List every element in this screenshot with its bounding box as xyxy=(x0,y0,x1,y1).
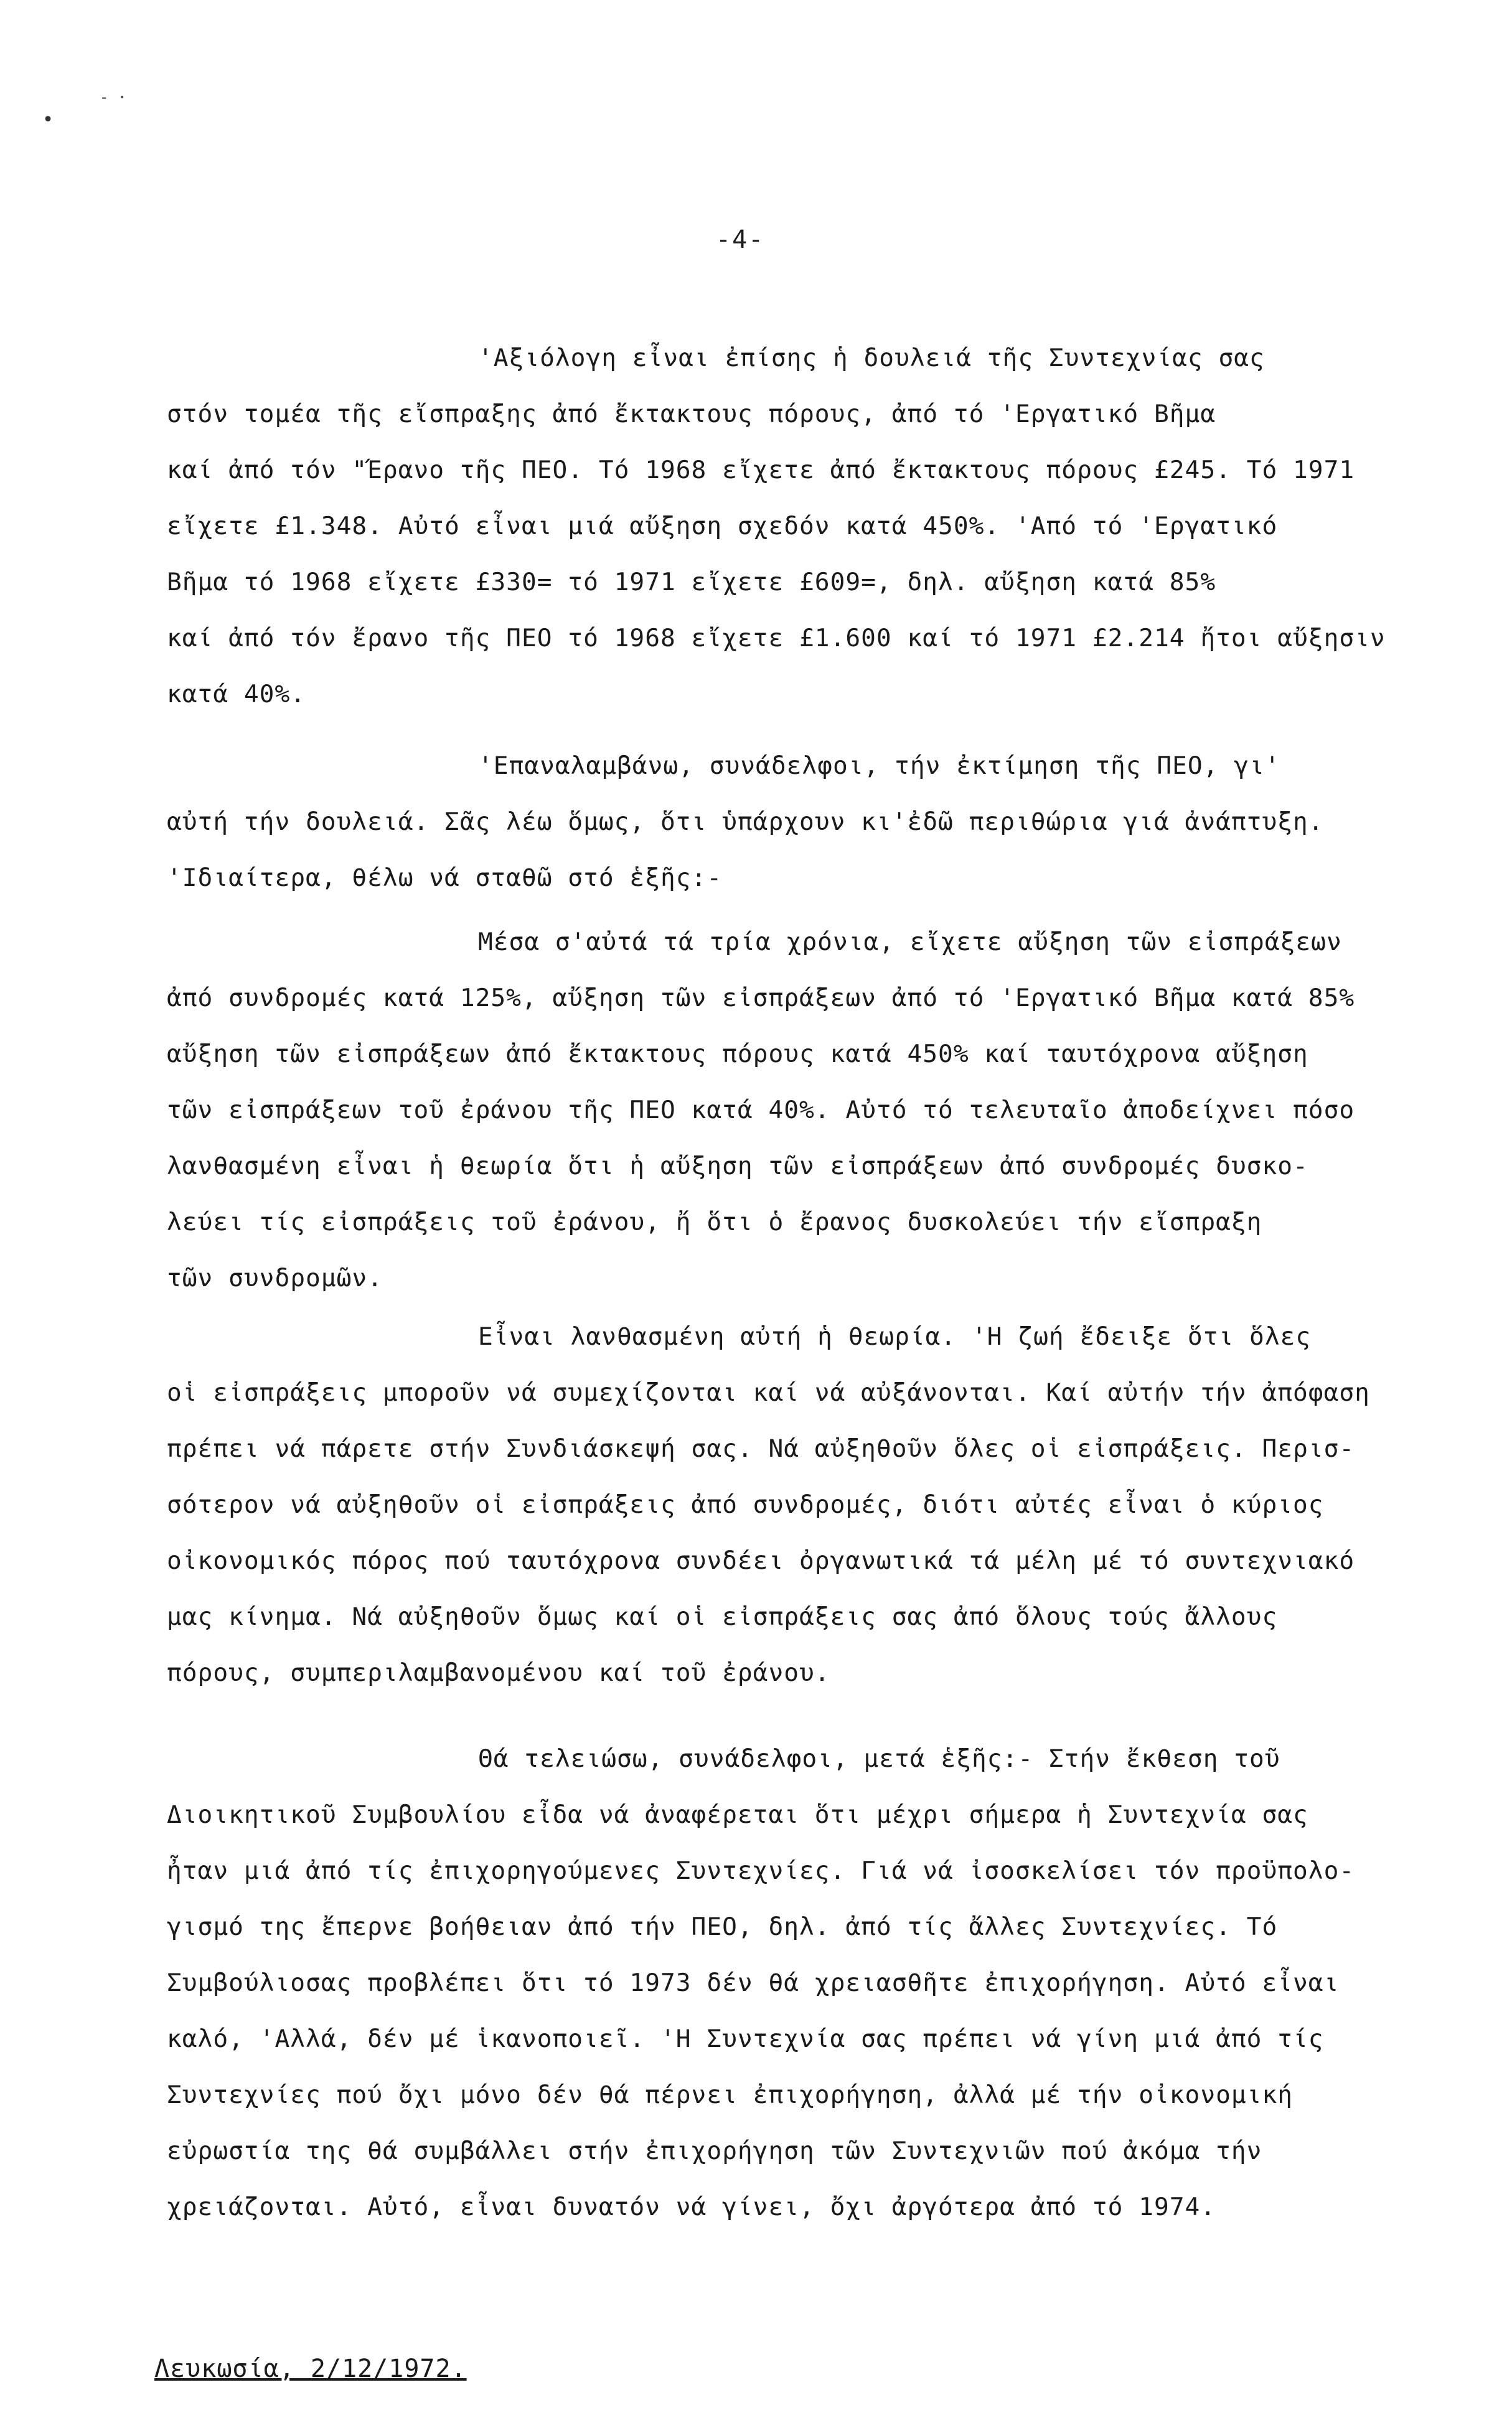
text-line: αὐτή τήν δουλειά. Σᾶς λέω ὅμως, ὅτι ὑπάρχουν κι'ἐδῶ περιθώρια γιά ἀνάπτυξη. xyxy=(167,807,1324,836)
text-line: αὔξηση τῶν εἰσπράξεων ἀπό ἔκτακτους πόρους κατά 450% καί ταυτόχρονα αὔξηση xyxy=(167,1040,1308,1068)
text-line: γισμό της ἔπερνε βοήθειαν ἀπό τήν ΠΕΟ, δηλ. ἀπό τίς ἄλλες Συντεχνίες. Τό xyxy=(167,1913,1278,1941)
text-line: πόρους, συμπεριλαμβανομένου καί τοῦ ἐράνου. xyxy=(167,1658,830,1687)
text-line: καί ἀπό τόν "Έρανο τῆς ΠΕΟ. Τό 1968 εἴχετε ἀπό ἔκτακτους πόρους £245. Τό 1971 xyxy=(167,456,1355,484)
text-line: εὐρωστία της θά συμβάλλει στήν ἐπιχορήγηση τῶν Συντεχνιῶν πού ἀκόμα τήν xyxy=(167,2137,1262,2165)
text-line: μας κίνημα. Νά αὐξηθοῦν ὅμως καί οἱ εἰσπράξεις σας ἀπό ὅλους τούς ἄλλους xyxy=(167,1602,1278,1631)
paragraph-2 xyxy=(167,738,1406,906)
page-number: -4- xyxy=(716,225,765,254)
text-line: Βῆμα τό 1968 εἴχετε £330= τό 1971 εἴχετε £609=, δηλ. αὔξηση κατά 85% xyxy=(167,568,1216,596)
paragraph-3 xyxy=(167,914,1406,1306)
text-line: 'Αξιόλογη εἶναι ἐπίσης ἡ δουλειά τῆς Συντεχνίας σας xyxy=(478,344,1265,372)
text-line: τῶν εἰσπράξεων τοῦ ἐράνου τῆς ΠΕΟ κατά 40%. Αὐτό τό τελευταῖο ἀποδείχνει πόσο xyxy=(167,1096,1355,1124)
text-line: λεύει τίς εἰσπράξεις τοῦ ἐράνου, ἤ ὅτι ὁ ἔρανος δυσκολεύει τήν εἴσπραξη xyxy=(167,1208,1262,1236)
text-line: στόν τομέα τῆς εἴσπραξης ἀπό ἔκτακτους πόρους, ἀπό τό 'Εργατικό Βῆμα xyxy=(167,400,1216,428)
paragraph-4 xyxy=(167,1309,1406,1701)
text-line: οἰκονομικός πόρος πού ταυτόχρονα συνδέει ὀργανωτικά τά μέλη μέ τό συντεχνιακό xyxy=(167,1546,1355,1575)
text-line: καί ἀπό τόν ἔρανο τῆς ΠΕΟ τό 1968 εἴχετε £1.600 καί τό 1971 £2.214 ἤτοι αὔξησιν xyxy=(167,624,1386,652)
text-line: Θά τελειώσω, συνάδελφοι, μετά ἑξῆς:- Στήν ἔκθεση τοῦ xyxy=(478,1744,1280,1773)
paragraph-5 xyxy=(167,1731,1406,2235)
scan-speck: • xyxy=(42,109,54,131)
text-line: Συντεχνίες πού ὄχι μόνο δέν θά πέρνει ἐπιχορήγηση, ἀλλά μέ τήν οἰκονομική xyxy=(167,2081,1294,2109)
scan-speck: - · xyxy=(100,88,127,106)
text-line: κατά 40%. xyxy=(167,680,306,708)
text-line: 'Ιδιαίτερα, θέλω νά σταθῶ στό ἑξῆς:- xyxy=(167,863,723,892)
text-line: εἴχετε £1.348. Αὐτό εἶναι μιά αὔξηση σχεδόν κατά 450%. 'Από τό 'Εργατικό xyxy=(167,512,1278,540)
text-line: οἱ εἰσπράξεις μποροῦν νά συμεχίζονται καί νά αὐξάνονται. Καί αὐτήν τήν ἀπόφαση xyxy=(167,1378,1370,1407)
text-line: ἀπό συνδρομές κατά 125%, αὔξηση τῶν εἰσπράξεων ἀπό τό 'Εργατικό Βῆμα κατά 85% xyxy=(167,984,1355,1012)
text-line: Μέσα σ'αὐτά τά τρία χρόνια, εἴχετε αὔξηση τῶν εἰσπράξεων xyxy=(478,928,1342,956)
place-date-line: Λευκωσία, 2/12/1972. xyxy=(154,2355,467,2383)
paragraph-1 xyxy=(167,330,1406,722)
text-line: τῶν συνδρομῶν. xyxy=(167,1264,383,1292)
text-line: Εἶναι λανθασμένη αὐτή ἡ θεωρία. 'Η ζωή ἔδειξε ὅτι ὅλες xyxy=(478,1322,1312,1351)
text-line: ἦταν μιά ἀπό τίς ἐπιχορηγούμενες Συντεχνίες. Γιά νά ἰσοσκελίσει τόν προϋπολο- xyxy=(167,1856,1355,1885)
text-line: λανθασμένη εἶναι ἡ θεωρία ὅτι ἡ αὔξηση τῶν εἰσπράξεων ἀπό συνδρομές δυσκο- xyxy=(167,1152,1308,1180)
text-line: Συμβούλιοσας προβλέπει ὅτι τό 1973 δέν θά χρειασθῆτε ἐπιχορήγηση. Αὐτό εἶναι xyxy=(167,1969,1340,1997)
text-line: σότερον νά αὐξηθοῦν οἱ εἰσπράξεις ἀπό συνδρομές, διότι αὐτές εἶναι ὁ κύριος xyxy=(167,1490,1324,1519)
text-line: πρέπει νά πάρετε στήν Συνδιάσκεψή σας. Νά αὐξηθοῦν ὅλες οἱ εἰσπράξεις. Περισ- xyxy=(167,1434,1355,1463)
text-line: Διοικητικοῦ Συμβουλίου εἶδα νά ἀναφέρεται ὅτι μέχρι σήμερα ἡ Συντεχνία σας xyxy=(167,1800,1308,1829)
text-line: χρειάζονται. Αὐτό, εἶναι δυνατόν νά γίνει, ὄχι ἀργότερα ἀπό τό 1974. xyxy=(167,2193,1216,2221)
text-line: 'Επαναλαμβάνω, συνάδελφοι, τήν ἐκτίμηση τῆς ΠΕΟ, γι' xyxy=(478,751,1280,780)
text-line: καλό, 'Αλλά, δέν μέ ἱκανοποιεῖ. 'Η Συντεχνία σας πρέπει νά γίνη μιά ἀπό τίς xyxy=(167,2025,1324,2053)
